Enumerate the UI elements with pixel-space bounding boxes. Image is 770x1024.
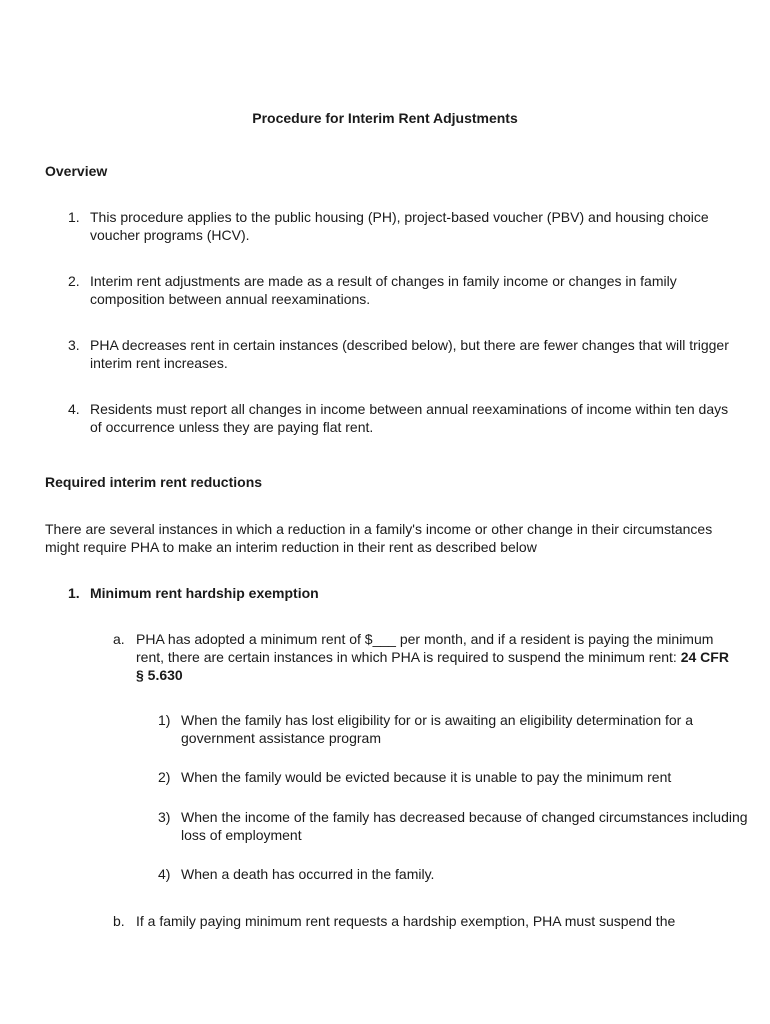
section-heading <box>68 584 738 602</box>
document-title: Procedure for Interim Rent Adjustments <box>252 110 518 126</box>
sub-text: When the family has lost eligibility for or is awaiting an eligibility determination for a government assistance program <box>181 712 694 746</box>
sub-item-text: If a family paying minimum rent requests a hardship exemption, PHA must suspend the <box>136 913 676 929</box>
list-item <box>68 336 738 372</box>
list-number: 3. <box>68 337 80 353</box>
overview-heading: Overview <box>45 163 108 179</box>
sub-text: When the family would be evicted because it is unable to pay the minimum rent <box>181 769 672 785</box>
sub-item-b <box>113 912 733 930</box>
list-text: Residents must report all changes in income between annual reexaminations of income within ten days of occurrence unless they are paying flat rent. <box>90 401 729 435</box>
list-item <box>68 272 738 308</box>
list-item <box>68 208 738 244</box>
list-item <box>68 400 738 436</box>
sub-text: When a death has occurred in the family. <box>181 866 435 882</box>
list-number: 4. <box>68 401 80 417</box>
numbered-sub-item <box>158 808 748 844</box>
numbered-sub-item <box>158 865 748 883</box>
sub-number: 1) <box>158 712 171 728</box>
sub-number: 2) <box>158 769 171 785</box>
sub-item-marker: a. <box>113 631 125 647</box>
list-text: This procedure applies to the public housing (PH), project-based voucher (PBV) and housing choice voucher programs (HCV). <box>90 209 709 243</box>
numbered-sub-item <box>158 768 748 786</box>
sub-item-text: PHA has adopted a minimum rent of $___ per month, and if a resident is paying the minimum rent, there are certain instances in which PHA is required to suspend the minimum rent: <box>136 631 714 665</box>
numbered-sub-item <box>158 711 748 747</box>
sub-item-a <box>113 630 733 684</box>
reductions-intro: There are several instances in which a reduction in a family's income or other change in their circumstances might require PHA to make an interim reduction in their rent as described below <box>45 521 713 555</box>
sub-item-body <box>136 630 733 684</box>
list-number: 1. <box>68 209 80 225</box>
sub-item-marker: b. <box>113 913 125 929</box>
reductions-heading: Required interim rent reductions <box>45 474 263 490</box>
list-text: PHA decreases rent in certain instances (described below), but there are fewer changes that will trigger interim rent increases. <box>90 337 729 371</box>
sub-number: 3) <box>158 809 171 825</box>
list-text: Interim rent adjustments are made as a result of changes in family income or changes in family composition between annual reexaminations. <box>90 273 677 307</box>
section-number: 1. <box>68 585 80 601</box>
section-title: Minimum rent hardship exemption <box>90 585 319 601</box>
list-number: 2. <box>68 273 80 289</box>
sub-number: 4) <box>158 866 171 882</box>
citation: 24 CFR § 5.630 <box>136 649 729 683</box>
sub-text: When the income of the family has decreased because of changed circumstances including loss of employment <box>181 809 748 843</box>
